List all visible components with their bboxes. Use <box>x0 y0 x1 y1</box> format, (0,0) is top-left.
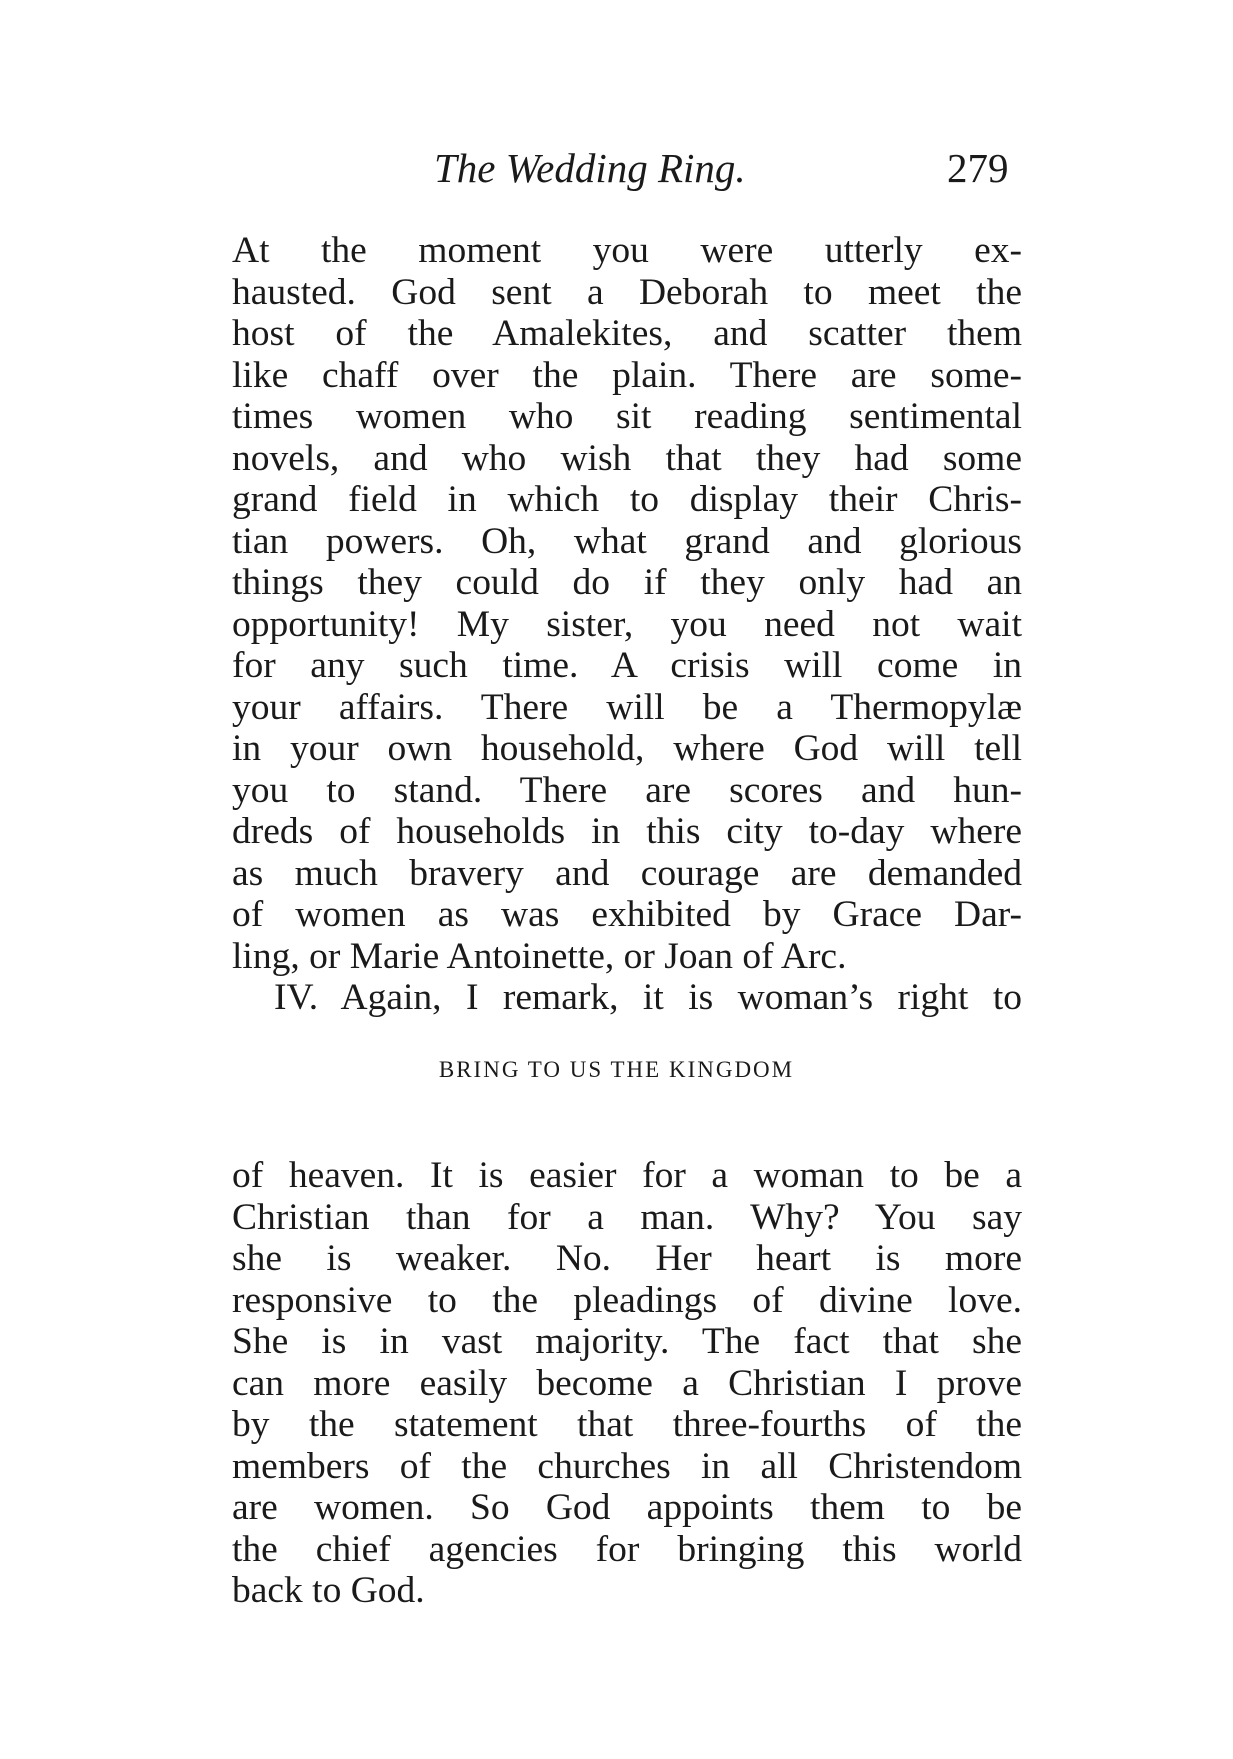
text-line: ling, or Marie Antoinette, or Joan of Arc. <box>232 935 847 977</box>
running-title: The Wedding Ring. <box>434 145 746 191</box>
text-line: back to God. <box>232 1570 425 1611</box>
text-line: like chaff over the plain. There are some- <box>232 354 1022 396</box>
text-line: host of the Amalekites, and scatter them <box>232 313 1022 354</box>
text-line: for any such time. A crisis will come in <box>232 645 1022 686</box>
text-line: as much bravery and courage are demanded <box>232 852 1022 894</box>
text-line: of women as was exhibited by Grace Dar- <box>232 894 1022 935</box>
text-line: dreds of households in this city to-day where <box>232 811 1022 852</box>
text-line: She is in vast majority. The fact that she <box>232 1321 1022 1362</box>
text-line: things they could do if they only had an <box>232 562 1022 603</box>
text-line: the chief agencies for bringing this world <box>232 1528 1022 1570</box>
text-line: are women. So God appoints them to be <box>232 1487 1022 1528</box>
section-subheading: BRING TO US THE KINGDOM <box>438 1057 795 1082</box>
text-line: Christian than for a man. Why? You say <box>232 1196 1022 1238</box>
text-line: by the statement that three-fourths of the <box>232 1404 1022 1445</box>
text-line: your affairs. There will be a Thermopylæ <box>232 686 1022 728</box>
text-line: hausted. God sent a Deborah to meet the <box>232 271 1022 313</box>
text-line: responsive to the pleadings of divine love. <box>232 1279 1022 1321</box>
text-line: you to stand. There are scores and hun- <box>232 769 1022 811</box>
text-line: times women who sit reading sentimental <box>232 396 1022 437</box>
body-text-section-1 <box>232 230 1022 1019</box>
text-line: members of the churches in all Christendom <box>232 1445 1022 1487</box>
text-line: in your own household, where God will tell <box>232 728 1022 769</box>
text-line: of heaven. It is easier for a woman to be a <box>232 1155 1022 1196</box>
page-header <box>0 138 1233 198</box>
body-text-section-2 <box>232 1155 1022 1612</box>
text-line: tian powers. Oh, what grand and glorious <box>232 520 1022 562</box>
text-line: can more easily become a Christian I prove <box>232 1362 1022 1404</box>
text-line: At the moment you were utterly ex- <box>232 230 1022 271</box>
text-line: IV. Again, I remark, it is woman’s right to <box>274 977 1022 1018</box>
page-number: 279 <box>947 145 1009 191</box>
text-line: grand field in which to display their Chris- <box>232 479 1022 520</box>
text-line: novels, and who wish that they had some <box>232 437 1022 479</box>
text-line: she is weaker. No. Her heart is more <box>232 1238 1022 1279</box>
text-line: opportunity! My sister, you need not wait <box>232 603 1022 645</box>
